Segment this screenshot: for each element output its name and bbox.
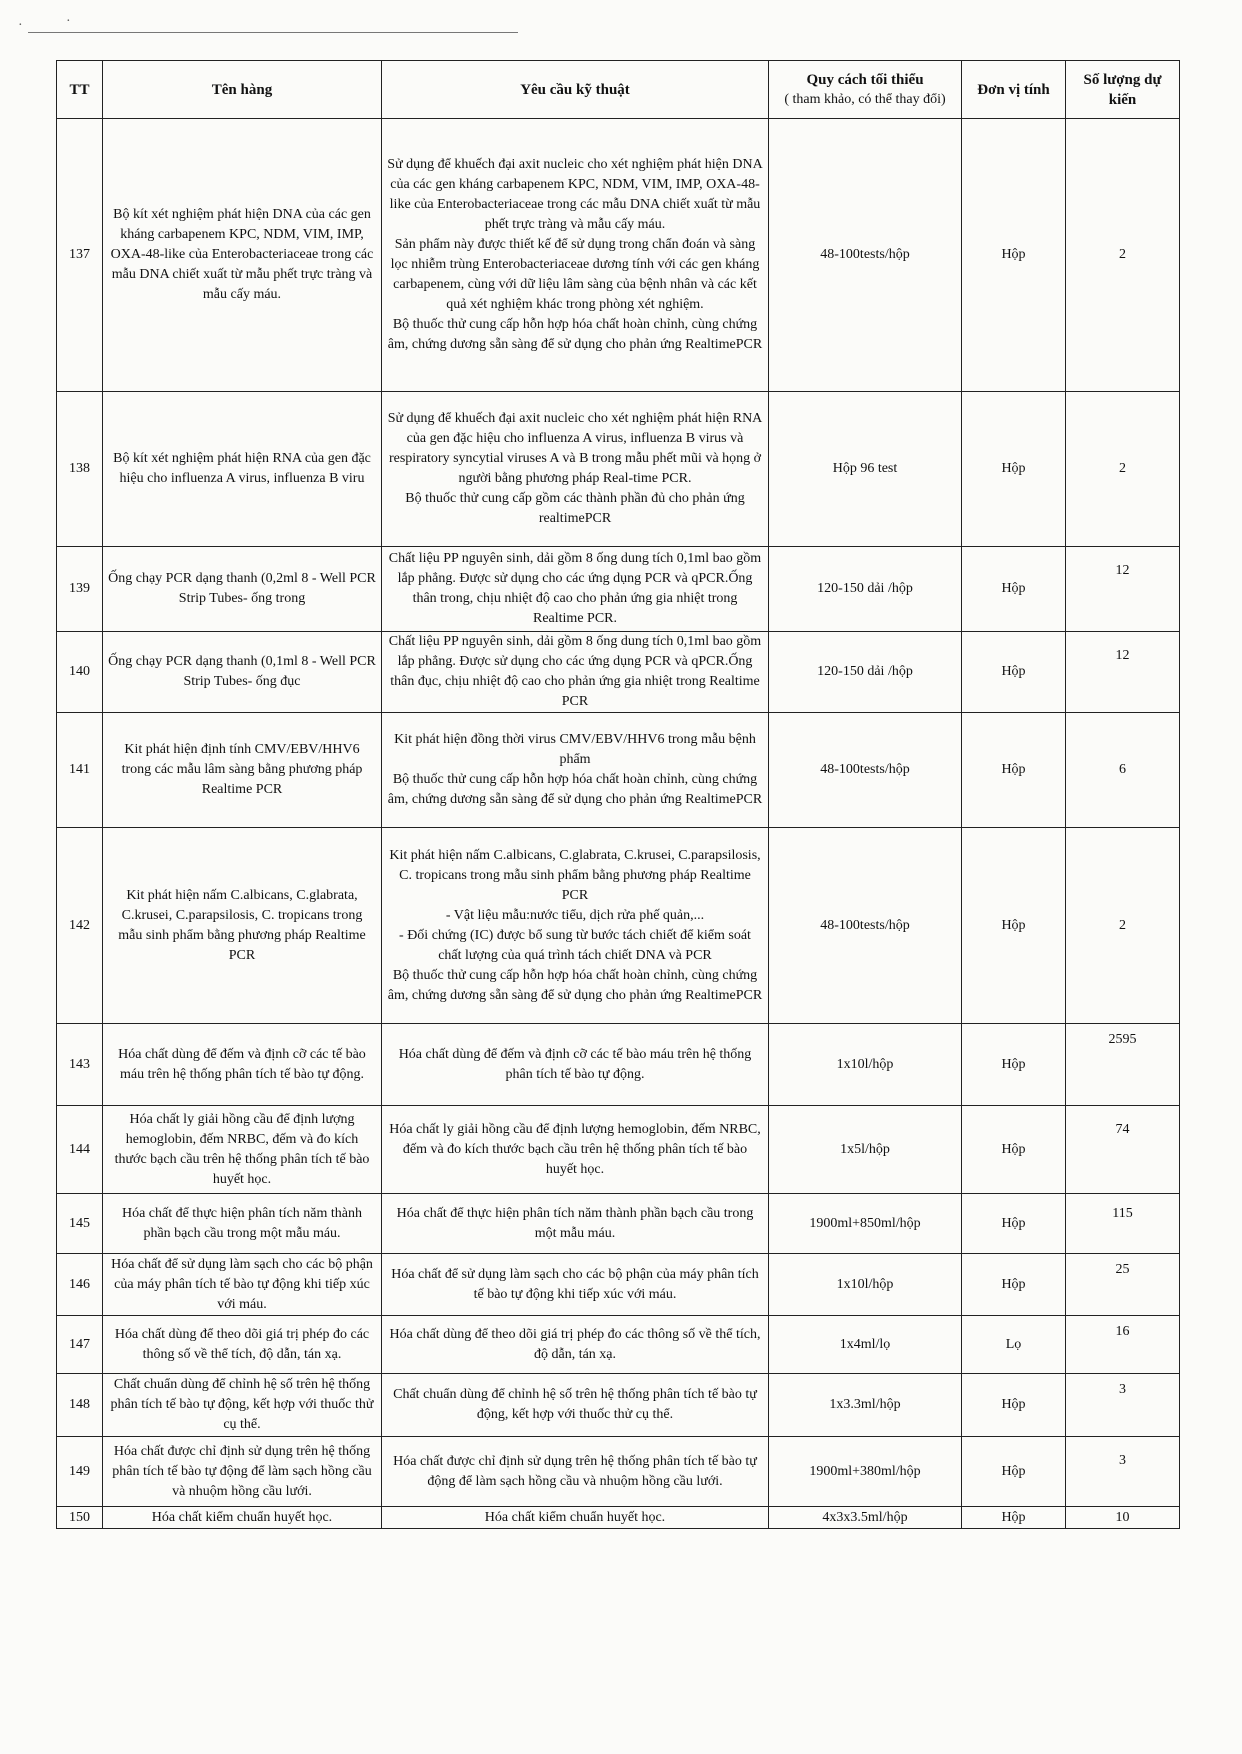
row-spec <box>382 1106 769 1194</box>
row-unit: Hộp <box>962 632 1066 713</box>
row-spec <box>382 547 769 632</box>
row-name: Hóa chất để thực hiện phân tích năm thành phần bạch cầu trong một mẫu máu. <box>103 1194 382 1254</box>
row-qty: 16 <box>1066 1316 1180 1374</box>
table-row <box>57 119 1180 392</box>
spec-line: Sử dụng để khuếch đại axit nucleic cho xét nghiệm phát hiện RNA của gen đặc hiệu cho influenza A virus, influenza B virus và respiratory syncytial viruses A và B trong mẫu phết mũi và họng ở người bằng phương pháp Real-time PCR. <box>387 411 763 486</box>
spec-line: Sử dụng để khuếch đại axit nucleic cho xét nghiệm phát hiện DNA của các gen kháng carbapenem KPC, NDM, VIM, IMP, OXA-48-like của Enterobacteriaceae trong các mẫu DNA chiết xuất từ mẫu phết trực tràng và mẫu cấy máu. <box>387 157 763 232</box>
table-row <box>57 1024 1180 1106</box>
row-tt: 148 <box>57 1374 103 1437</box>
row-unit: Hộp <box>962 547 1066 632</box>
row-spec <box>382 1374 769 1437</box>
spec-line: Hóa chất để sử dụng làm sạch cho các bộ phận của máy phân tích tế bào tự động khi tiếp xúc với máu. <box>391 1266 759 1302</box>
header-packing <box>769 61 962 119</box>
row-packing: 1x3.3ml/hộp <box>769 1374 962 1437</box>
row-qty: 2 <box>1066 119 1180 392</box>
row-tt: 139 <box>57 547 103 632</box>
spec-line: Bộ thuốc thử cung cấp hỗn hợp hóa chất hoàn chỉnh, cùng chứng âm, chứng dương sẵn sàng để sử dụng cho phản ứng RealtimePCR <box>387 772 763 807</box>
table-row <box>57 1106 1180 1194</box>
row-unit: Hộp <box>962 392 1066 547</box>
table-row <box>57 1194 1180 1254</box>
row-name: Kit phát hiện định tính CMV/EBV/HHV6 trong các mẫu lâm sàng bằng phương pháp Realtime PCR <box>103 713 382 828</box>
row-qty: 3 <box>1066 1374 1180 1437</box>
row-spec <box>382 1024 769 1106</box>
row-spec <box>382 1437 769 1507</box>
row-tt: 137 <box>57 119 103 392</box>
row-name: Ống chạy PCR dạng thanh (0,2ml 8 - Well PCR Strip Tubes- ống trong <box>103 547 382 632</box>
row-unit: Hộp <box>962 713 1066 828</box>
table-row <box>57 547 1180 632</box>
row-name: Hóa chất ly giải hồng cầu để định lượng hemoglobin, đếm NRBC, đếm và đo kích thước bạch cầu trên hệ thống phân tích tế bào huyết học. <box>103 1106 382 1194</box>
spec-line: Kit phát hiện nấm C.albicans, C.glabrata, C.krusei, C.parapsilosis, C. tropicans trong mẫu sinh phẩm bằng phương pháp Realtime PCR <box>389 847 761 903</box>
row-name: Hóa chất để sử dụng làm sạch cho các bộ phận của máy phân tích tế bào tự động khi tiếp xúc với máu. <box>103 1254 382 1316</box>
row-unit: Hộp <box>962 828 1066 1024</box>
row-qty: 10 <box>1066 1507 1180 1529</box>
row-name: Bộ kít xét nghiệm phát hiện DNA của các gen kháng carbapenem KPC, NDM, VIM, IMP, OXA-48-like của Enterobacteriaceae trong các mẫu DNA chiết xuất từ mẫu phết trực tràng và mẫu cấy máu. <box>103 119 382 392</box>
row-unit: Hộp <box>962 1194 1066 1254</box>
row-name: Hóa chất kiểm chuẩn huyết học. <box>103 1507 382 1529</box>
table-row <box>57 1437 1180 1507</box>
spec-line: - Vật liệu mẫu:nước tiểu, dịch rửa phế quản,... <box>445 907 705 923</box>
header-spec: Yêu cầu kỹ thuật <box>382 61 769 119</box>
row-name: Hóa chất dùng để theo dõi giá trị phép đo các thông số về thể tích, độ dẫn, tán xạ. <box>103 1316 382 1374</box>
row-spec <box>382 1194 769 1254</box>
row-spec <box>382 1254 769 1316</box>
row-name: Chất chuẩn dùng để chỉnh hệ số trên hệ thống phân tích tế bào tự động, kết hợp với thuốc thử cụ thể. <box>103 1374 382 1437</box>
table-row <box>57 713 1180 828</box>
row-packing: 48-100tests/hộp <box>769 119 962 392</box>
header-name: Tên hàng <box>103 61 382 119</box>
row-tt: 142 <box>57 828 103 1024</box>
spec-line: Hóa chất dùng để theo dõi giá trị phép đo các thông số về thể tích, độ dẫn, tán xạ. <box>389 1326 761 1362</box>
row-packing: 1x5l/hộp <box>769 1106 962 1194</box>
header-tt: TT <box>57 61 103 119</box>
table-row <box>57 1316 1180 1374</box>
row-tt: 145 <box>57 1194 103 1254</box>
row-name: Ống chạy PCR dạng thanh (0,1ml 8 - Well PCR Strip Tubes- ống đục <box>103 632 382 713</box>
row-packing: 1x10l/hộp <box>769 1024 962 1106</box>
row-unit: Lọ <box>962 1316 1066 1374</box>
row-qty: 115 <box>1066 1194 1180 1254</box>
row-qty: 12 <box>1066 547 1180 632</box>
row-qty: 2595 <box>1066 1024 1180 1106</box>
spec-line: Hóa chất kiểm chuẩn huyết học. <box>484 1509 666 1525</box>
spec-line: Bộ thuốc thử cung cấp hỗn hợp hóa chất hoàn chỉnh, cùng chứng âm, chứng dương sẵn sàng để sử dụng cho phản ứng RealtimePCR <box>387 967 763 1003</box>
row-unit: Hộp <box>962 1254 1066 1316</box>
row-packing: 120-150 dải /hộp <box>769 632 962 713</box>
row-name: Hóa chất được chỉ định sử dụng trên hệ thống phân tích tế bào tự động để làm sạch hồng cầu và nhuộm hồng cầu lưới. <box>103 1437 382 1507</box>
row-unit: Hộp <box>962 119 1066 392</box>
spec-line: Hóa chất ly giải hồng cầu để định lượng hemoglobin, đếm NRBC, đếm và đo kích thước bạch cầu trên hệ thống phân tích tế bào huyết học. <box>389 1121 761 1177</box>
spec-line: Chất liệu PP nguyên sinh, dải gồm 8 ống dung tích 0,1ml bao gồm lắp phẳng. Được sử dụng cho các ứng dụng PCR và qPCR.Ống thân đục, chịu nhiệt độ cao cho phản ứng gia nhiệt trong Realtime PCR <box>388 634 762 709</box>
row-packing: 1900ml+380ml/hộp <box>769 1437 962 1507</box>
row-packing: 1900ml+850ml/hộp <box>769 1194 962 1254</box>
scan-speck: · <box>18 18 23 33</box>
spec-line: Sản phẩm này được thiết kế để sử dụng trong chẩn đoán và sàng lọc nhiễm trùng Enterobacteriaceae dương tính với các gen kháng carbapenem, cùng với dữ liệu lâm sàng của bệnh nhân và các kết quả xét nghiệm khác trong phòng xét nghiệm. <box>390 237 760 312</box>
row-tt: 146 <box>57 1254 103 1316</box>
spec-line: - Đối chứng (IC) được bổ sung từ bước tách chiết để kiểm soát chất lượng của quá trình tách chiết DNA và PCR <box>399 927 751 963</box>
row-unit: Hộp <box>962 1437 1066 1507</box>
spec-line: Chất liệu PP nguyên sinh, dải gồm 8 ống dung tích 0,1ml bao gồm lắp phẳng. Được sử dụng cho các ứng dụng PCR và qPCR.Ống thân trong, chịu nhiệt độ cao cho phản ứng gia nhiệt trong Realtime PCR. <box>388 551 762 626</box>
row-tt: 140 <box>57 632 103 713</box>
row-spec <box>382 119 769 392</box>
row-name: Hóa chất dùng để đếm và định cỡ các tế bào máu trên hệ thống phân tích tế bào tự động. <box>103 1024 382 1106</box>
row-spec <box>382 1316 769 1374</box>
row-name: Kit phát hiện nấm C.albicans, C.glabrata, C.krusei, C.parapsilosis, C. tropicans trong mẫu sinh phẩm bằng phương pháp Realtime PCR <box>103 828 382 1024</box>
row-packing: 1x4ml/lọ <box>769 1316 962 1374</box>
header-packing-note: ( tham khảo, có thể thay đổi) <box>784 92 946 107</box>
header-packing-main: Quy cách tối thiểu <box>806 72 924 88</box>
table-row <box>57 1507 1180 1529</box>
row-spec <box>382 1507 769 1529</box>
row-tt: 144 <box>57 1106 103 1194</box>
row-packing: 4x3x3.5ml/hộp <box>769 1507 962 1529</box>
header-unit: Đơn vị tính <box>962 61 1066 119</box>
table-row <box>57 632 1180 713</box>
row-tt: 150 <box>57 1507 103 1529</box>
scan-speck: · <box>66 14 71 29</box>
row-unit: Hộp <box>962 1024 1066 1106</box>
row-packing: 1x10l/hộp <box>769 1254 962 1316</box>
row-packing: 120-150 dải /hộp <box>769 547 962 632</box>
table-row <box>57 1254 1180 1316</box>
table-row <box>57 392 1180 547</box>
scan-rule <box>28 32 518 33</box>
table-row <box>57 1374 1180 1437</box>
row-spec <box>382 713 769 828</box>
row-tt: 138 <box>57 392 103 547</box>
spec-line: Chất chuẩn dùng để chỉnh hệ số trên hệ thống phân tích tế bào tự động, kết hợp với thuốc thử cụ thể. <box>393 1387 757 1422</box>
row-tt: 149 <box>57 1437 103 1507</box>
row-name: Bộ kít xét nghiệm phát hiện RNA của gen đặc hiệu cho influenza A virus, influenza B viru <box>103 392 382 547</box>
spec-line: Bộ thuốc thử cung cấp gồm các thành phần đủ cho phản ứng realtimePCR <box>405 491 745 526</box>
row-spec <box>382 828 769 1024</box>
row-tt: 141 <box>57 713 103 828</box>
row-qty: 6 <box>1066 713 1180 828</box>
row-qty: 25 <box>1066 1254 1180 1316</box>
row-spec <box>382 392 769 547</box>
spec-line: Bộ thuốc thử cung cấp hỗn hợp hóa chất hoàn chỉnh, cùng chứng âm, chứng dương sẵn sàng để sử dụng cho phản ứng RealtimePCR <box>387 317 763 352</box>
procurement-table <box>56 60 1180 1529</box>
row-qty: 3 <box>1066 1437 1180 1507</box>
header-row <box>57 61 1180 119</box>
row-qty: 2 <box>1066 828 1180 1024</box>
spec-line: Hóa chất để thực hiện phân tích năm thành phần bạch cầu trong một mẫu máu. <box>396 1205 754 1241</box>
row-unit: Hộp <box>962 1106 1066 1194</box>
row-qty: 74 <box>1066 1106 1180 1194</box>
header-qty: Số lượng dự kiến <box>1066 61 1180 119</box>
row-spec <box>382 632 769 713</box>
row-unit: Hộp <box>962 1374 1066 1437</box>
row-tt: 143 <box>57 1024 103 1106</box>
spec-line: Hóa chất được chỉ định sử dụng trên hệ thống phân tích tế bào tự động để làm sạch hồng cầu và nhuộm hồng cầu lưới. <box>393 1453 757 1489</box>
row-qty: 12 <box>1066 632 1180 713</box>
spec-line: Hóa chất dùng để đếm và định cỡ các tế bào máu trên hệ thống phân tích tế bào tự động. <box>398 1046 752 1082</box>
row-packing: 48-100tests/hộp <box>769 713 962 828</box>
row-packing: Hộp 96 test <box>769 392 962 547</box>
row-packing: 48-100tests/hộp <box>769 828 962 1024</box>
row-qty: 2 <box>1066 392 1180 547</box>
row-tt: 147 <box>57 1316 103 1374</box>
row-unit: Hộp <box>962 1507 1066 1529</box>
table-row <box>57 828 1180 1024</box>
spec-line: Kit phát hiện đồng thời virus CMV/EBV/HHV6 trong mẫu bệnh phẩm <box>394 732 756 767</box>
